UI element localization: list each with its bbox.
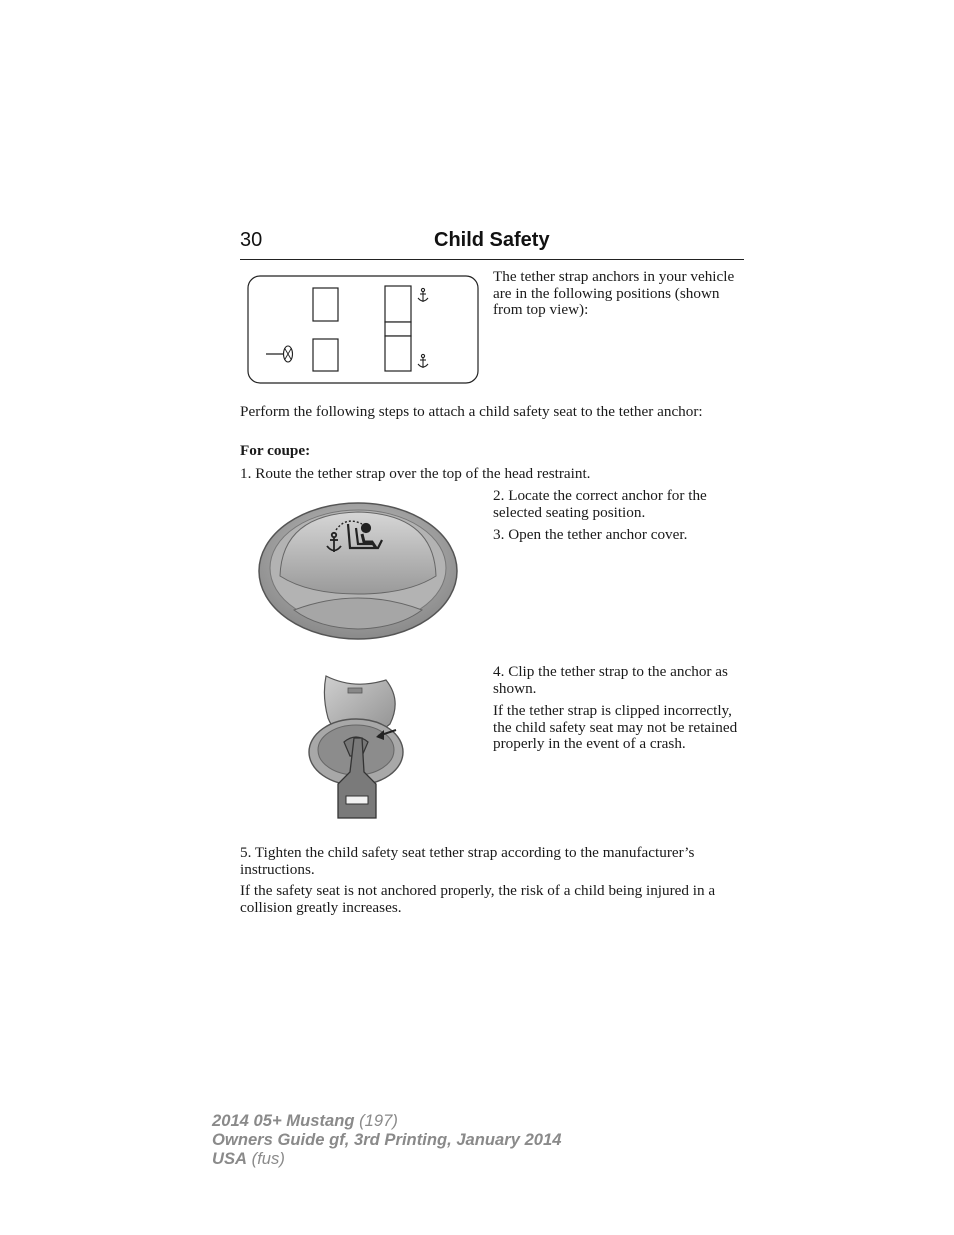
page-header xyxy=(240,229,744,260)
intro-paragraph: The tether strap anchors in your vehicle are in the following positions (shown from top view): xyxy=(493,268,735,319)
footer-region-line xyxy=(212,1149,562,1168)
seat-icon xyxy=(385,336,411,371)
footer-model-line xyxy=(212,1111,562,1130)
step-3: 3. Open the tether anchor cover. xyxy=(493,526,688,543)
seat-icon xyxy=(313,288,338,321)
coupe-heading-line xyxy=(240,443,744,460)
step-4: 4. Clip the tether strap to the anchor as shown. xyxy=(493,663,728,697)
tether-anchor-cover-illustration xyxy=(258,498,462,640)
tether-anchor-positions-diagram xyxy=(246,274,482,386)
footer-region-code: (fus) xyxy=(251,1149,285,1168)
seat-icon xyxy=(313,339,338,371)
step-5: 5. Tighten the child safety seat tether strap according to the manufacturer’s instructions. xyxy=(240,844,695,878)
step-4-warning: If the tether strap is clipped incorrectly, the child safety seat may not be retained properly in the event of a crash. xyxy=(493,702,738,753)
coupe-heading: For coupe: xyxy=(240,442,311,459)
footer-guide: Owners Guide gf, 3rd Printing, January 2014 xyxy=(212,1130,562,1149)
seat-icon xyxy=(385,286,411,322)
footer-region: USA xyxy=(212,1149,248,1168)
step-2: 2. Locate the correct anchor for the selected seating position. xyxy=(493,487,707,521)
tether-clip-illustration xyxy=(304,672,410,824)
perform-paragraph: Perform the following steps to attach a child safety seat to the tether anchor: xyxy=(240,403,703,420)
seat-icon xyxy=(385,322,411,336)
chapter-title: Child Safety xyxy=(434,229,550,251)
footer-model: 2014 05+ Mustang xyxy=(212,1111,355,1130)
page-number: 30 xyxy=(240,229,263,251)
step-1: 1. Route the tether strap over the top of the head restraint. xyxy=(240,465,591,482)
anchoring-warning: If the safety seat is not anchored properly, the risk of a child being injured in a collision greatly increases. xyxy=(240,882,716,916)
footer-model-code: (197) xyxy=(359,1111,398,1130)
document-footer xyxy=(212,1111,562,1168)
